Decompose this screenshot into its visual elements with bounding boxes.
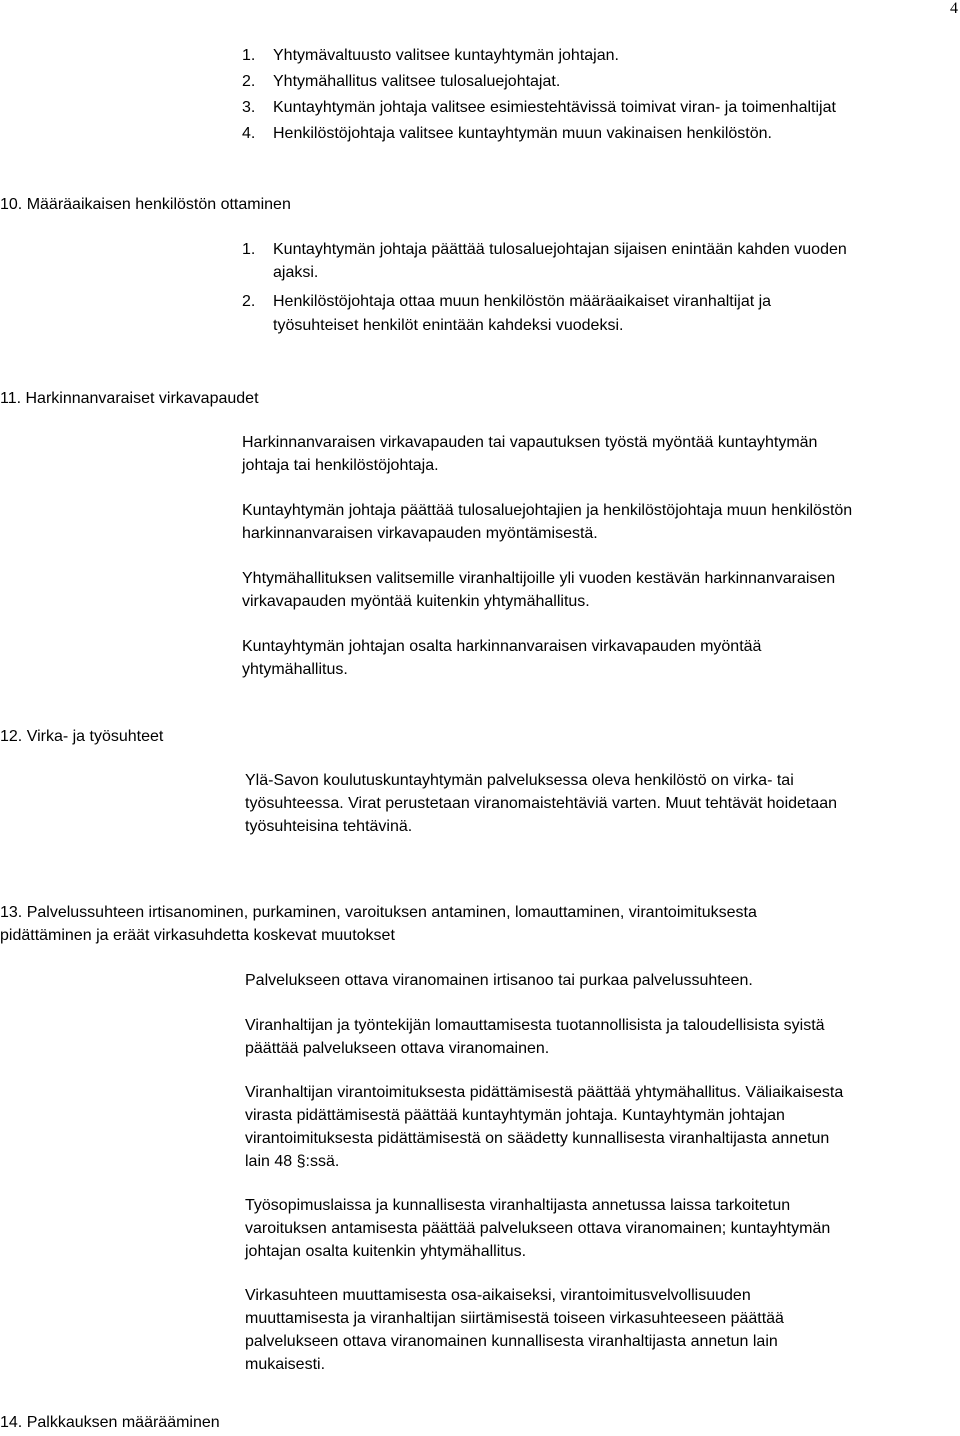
paragraph-line: päättää palvelukseen ottava viranomainen. <box>245 1040 550 1057</box>
paragraph-line: mukaisesti. <box>245 1356 326 1373</box>
list-item <box>242 239 847 261</box>
list-item-number: 1. <box>242 47 256 64</box>
paragraph-line: muuttamisesta ja viranhaltijan siirtämisestä toiseen virkasuhteeseen päättää <box>245 1310 784 1327</box>
paragraph-line: johtaja tai henkilöstöjohtaja. <box>242 457 439 474</box>
section-heading-continuation: pidättäminen ja eräät virkasuhdetta koskevat muutokset <box>0 927 395 944</box>
section-heading: 12. Virka- ja työsuhteet <box>0 728 164 745</box>
list-item-number: 4. <box>242 125 256 142</box>
paragraph-line: lain 48 §:ssä. <box>245 1153 340 1170</box>
paragraph-line: Työsopimuslaissa ja kunnallisesta viranhaltijasta annetussa laissa tarkoitetun <box>245 1197 791 1214</box>
list-item <box>242 45 619 67</box>
paragraph-line: työsuhteessa. Virat perustetaan viranomaistehtäviä varten. Muut tehtävät hoidetaan <box>245 795 838 812</box>
paragraph-line: Virkasuhteen muuttamisesta osa-aikaiseksi, virantoimitusvelvollisuuden <box>245 1287 751 1304</box>
paragraph-line: Viranhaltijan ja työntekijän lomauttamisesta tuotannollisista ja taloudellisista syistä <box>245 1017 825 1034</box>
paragraph-line: yhtymähallitus. <box>242 661 348 678</box>
list-item-text: Henkilöstöjohtaja ottaa muun henkilöstön määräaikaiset viranhaltijat ja <box>273 293 772 310</box>
paragraph-line: Yhtymähallituksen valitsemille viranhaltijoille yli vuoden kestävän harkinnanvaraisen <box>242 570 836 587</box>
paragraph-line: Kuntayhtymän johtajan osalta harkinnanvaraisen virkavapauden myöntää <box>242 638 762 655</box>
section-heading: 13. Palvelussuhteen irtisanominen, purkaminen, varoituksen antaminen, lomauttaminen, virantoimituksesta <box>0 904 757 921</box>
list-item-number: 2. <box>242 293 256 310</box>
list-item-text: Yhtymävaltuusto valitsee kuntayhtymän johtajan. <box>273 47 619 64</box>
paragraph-line: Ylä-Savon koulutuskuntayhtymän palveluksessa oleva henkilöstö on virka- tai <box>245 772 794 789</box>
page-number: 4 <box>950 0 958 17</box>
paragraph-line: Kuntayhtymän johtaja päättää tulosaluejohtajien ja henkilöstöjohtaja muun henkilöstön <box>242 502 853 519</box>
paragraph-line: harkinnanvaraisen virkavapauden myöntämisestä. <box>242 525 598 542</box>
list-item-continuation: työsuhteiset henkilöt enintään kahdeksi vuodeksi. <box>273 317 624 334</box>
list-item-number: 1. <box>242 241 256 258</box>
paragraph-line: virasta pidättämisestä päättää kuntayhtymän johtaja. Kuntayhtymän johtajan <box>245 1107 785 1124</box>
paragraph-line: Palvelukseen ottava viranomainen irtisanoo tai purkaa palvelussuhteen. <box>245 972 753 989</box>
list-item <box>242 71 560 93</box>
paragraph-line: virkavapauden myöntää kuitenkin yhtymähallitus. <box>242 593 590 610</box>
paragraph-line: palvelukseen ottava viranomainen kunnallisesta viranhaltijasta annetun lain <box>245 1333 778 1350</box>
section-heading: 11. Harkinnanvaraiset virkavapaudet <box>0 390 259 407</box>
list-item-text: Henkilöstöjohtaja valitsee kuntayhtymän muun vakinaisen henkilöstön. <box>273 125 772 142</box>
list-item-text: Kuntayhtymän johtaja päättää tulosaluejohtajan sijaisen enintään kahden vuoden <box>273 241 847 258</box>
list-item-text: Kuntayhtymän johtaja valitsee esimiestehtävissä toimivat viran- ja toimenhaltijat <box>273 99 836 116</box>
paragraph-line: virantoimituksesta pidättämisestä on säädetty kunnallisesta viranhaltijasta annetun <box>245 1130 830 1147</box>
list-item <box>242 123 772 145</box>
list-item-continuation: ajaksi. <box>273 264 319 281</box>
section-heading: 14. Palkkauksen määrääminen <box>0 1414 220 1431</box>
paragraph-line: johtajan osalta kuitenkin yhtymähallitus. <box>245 1243 527 1260</box>
paragraph-line: Viranhaltijan virantoimituksesta pidättämisestä päättää yhtymähallitus. Väliaikaisesta <box>245 1084 844 1101</box>
list-item <box>242 97 836 119</box>
list-item-number: 2. <box>242 73 256 90</box>
list-item <box>242 291 771 313</box>
list-item-text: Yhtymähallitus valitsee tulosaluejohtajat. <box>273 73 561 90</box>
paragraph-line: varoituksen antamisesta päättää palvelukseen ottava viranomainen; kuntayhtymän <box>245 1220 831 1237</box>
section-heading: 10. Määräaikaisen henkilöstön ottaminen <box>0 196 291 213</box>
paragraph-line: Harkinnanvaraisen virkavapauden tai vapautuksen työstä myöntää kuntayhtymän <box>242 434 818 451</box>
list-item-number: 3. <box>242 99 256 116</box>
paragraph-line: työsuhteisina tehtävinä. <box>245 818 413 835</box>
